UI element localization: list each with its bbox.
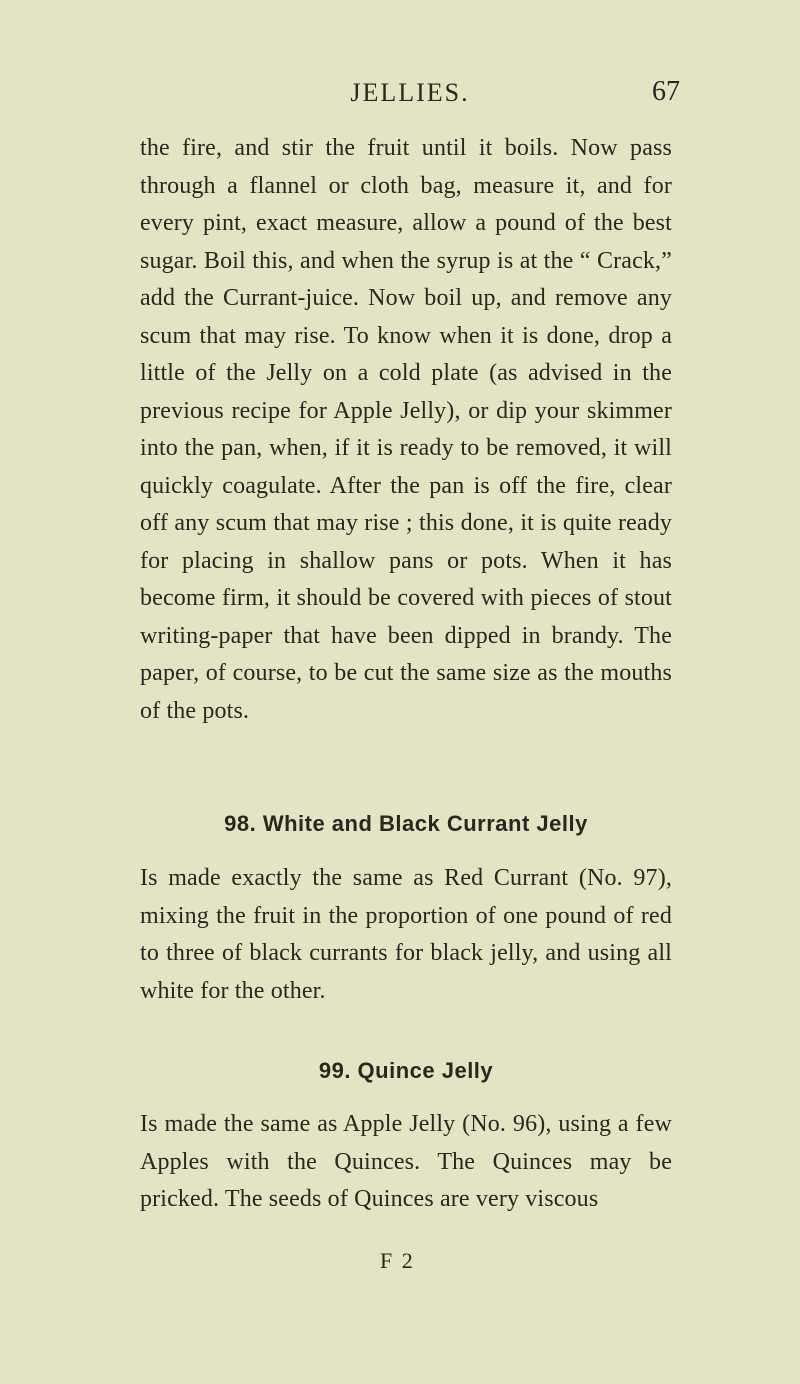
paragraph-continuation: the fire, and stir the fruit until it boils. Now pass through a flannel or cloth bag, measure it, and for every pint, exact measure, allow a pound of the best sugar. Boil this, and when the syrup is at the “ Crack,” add the Currant-juice. Now boil up, and remove any scum that may rise. To know when it is done, drop a little of the Jelly on a cold plate (as advised in the previous recipe for Apple Jelly), or dip your skimmer into the pan, when, if it is ready to be removed, it will quickly coagulate. After the pan is off the fire, clear off any scum that may rise ; this done, it is quite ready for placing in shallow pans or pots. When it has become firm, it should be covered with pieces of stout writing-paper that have been dipped in brandy. The paper, of course, to be cut the same size as the mouths of the pots. [140,135,672,724]
running-head [140,72,680,112]
running-title: JELLIES. [350,78,470,107]
paragraph-recipe-98: Is made exactly the same as Red Currant (No. 97), mixing the fruit in the proportion of one pound of red to three of black currants for black jelly, and using all white for the other. [140,865,672,1004]
recipe-heading-99: 99. Quince Jelly [318,1058,494,1083]
page-number: 67 [652,76,680,107]
paragraph-recipe-99: Is made the same as Apple Jelly (No. 96), using a few Apples with the Quinces. The Quinces may be pricked. The seeds of Quinces are very viscous [140,1111,672,1212]
signature-mark: F 2 [380,1248,415,1273]
recipe-heading-98: 98. White and Black Currant Jelly [224,811,588,836]
